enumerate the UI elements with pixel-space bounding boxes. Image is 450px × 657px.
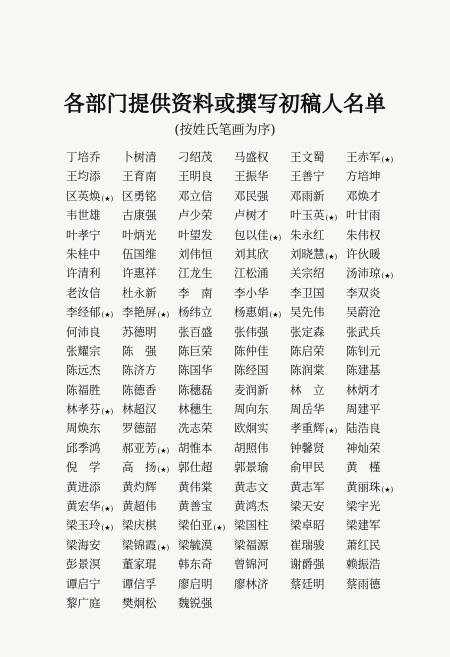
star-mark: (★)	[325, 252, 338, 261]
name-entry: 邓立信	[178, 188, 213, 203]
name-entry: 陈经国	[234, 363, 269, 378]
name-entry: 叶甘雨	[346, 208, 381, 223]
name-entry: 区勇铭	[122, 188, 157, 203]
name-entry: 梁天安	[290, 499, 325, 514]
name-entry: 陈国华	[178, 363, 213, 378]
name-entry: 郭仕超	[178, 460, 213, 475]
name-entry: 黄丽珠(★)	[346, 479, 394, 494]
name-entry: 陈德香	[122, 382, 157, 397]
name-entry: 张武兵	[346, 324, 381, 339]
star-mark: (★)	[101, 194, 114, 203]
star-mark: (★)	[213, 524, 226, 533]
name-entry: 黄鸿杰	[234, 499, 269, 514]
name-entry: 周建平	[346, 402, 381, 417]
name-entry: 陈建基	[346, 363, 381, 378]
name-entry: 倪 学	[66, 460, 101, 475]
name-entry: 魏锐强	[178, 595, 213, 610]
name-entry	[290, 594, 346, 613]
name-entry: 卜树清	[122, 150, 157, 164]
name-entry: 神灿荣	[346, 440, 381, 455]
name-entry: 张伟强	[234, 324, 269, 339]
name-entry: 黄伟棠	[178, 479, 213, 494]
name-entry: 廖启明	[178, 576, 213, 591]
name-entry: 叶望发	[178, 227, 213, 242]
name-entry: 林 立	[290, 382, 325, 397]
star-mark: (★)	[101, 524, 114, 533]
name-entry: 梁伯亚(★)	[178, 518, 226, 533]
name-entry: 罗德韶	[122, 421, 157, 436]
star-mark: (★)	[269, 311, 282, 320]
name-entry: 许惠祥	[122, 266, 157, 281]
name-entry: 张百盛	[178, 324, 213, 339]
name-entry: 谭信孚	[122, 576, 157, 591]
name-entry: 梁玉玲(★)	[66, 518, 114, 533]
name-entry: 黄超伟	[122, 499, 157, 514]
name-entry: 伍国维	[122, 246, 157, 261]
name-entry: 杨惠娟(★)	[234, 305, 282, 320]
star-mark: (★)	[157, 466, 170, 475]
name-entry: 黄进添	[66, 479, 101, 494]
name-entry: 陈巨荣	[178, 343, 213, 358]
name-entry: 邓焕才	[346, 188, 381, 203]
name-entry: 周岳华	[290, 402, 325, 417]
name-entry: 杨纬立	[178, 305, 213, 320]
star-mark: (★)	[381, 272, 394, 281]
name-entry: 黄善宝	[178, 499, 213, 514]
page-subtitle: (按姓氏笔画为序)	[174, 123, 276, 138]
name-entry: 陈钊元	[346, 343, 381, 358]
name-entry: 杜永新	[122, 285, 157, 300]
name-entry: 黄志文	[234, 479, 269, 494]
name-entry: 陈济方	[122, 363, 157, 378]
name-entry: 朱桂中	[66, 246, 101, 261]
name-entry: 王振华	[234, 169, 269, 184]
name-entry: 高 扬(★)	[122, 460, 170, 475]
name-entry: 梁毓漠	[178, 537, 213, 552]
name-entry: 陈远杰	[66, 363, 101, 378]
name-entry: 吴蔚沧	[346, 305, 381, 320]
name-entry: 叶炳光	[122, 227, 157, 242]
name-entry: 刘伟恒	[178, 246, 213, 261]
name-entry: 韩东奇	[178, 557, 213, 572]
name-entry: 郭景瑜	[234, 460, 269, 475]
name-entry: 梁卓昭	[290, 518, 325, 533]
star-mark: (★)	[101, 311, 114, 320]
name-entry: 周向东	[234, 402, 269, 417]
name-entry: 黄灼辉	[122, 479, 157, 494]
name-entry: 胡惟本	[178, 440, 213, 455]
name-entry: 梁国柱	[234, 518, 269, 533]
name-entry: 关宗绍	[290, 266, 325, 281]
name-entry: 王善宁	[290, 169, 325, 184]
name-entry: 王文蜀	[290, 150, 325, 164]
name-entry: 朱伟权	[346, 227, 381, 242]
name-list	[66, 148, 402, 613]
name-entry: 许伙暖	[346, 246, 381, 261]
name-entry: 蔡雨德	[346, 576, 381, 591]
name-entry: 王赤军(★)	[346, 150, 394, 164]
name-entry: 汤沛琼(★)	[346, 266, 394, 281]
name-entry: 张耀宗	[66, 343, 101, 358]
name-entry: 马盛权	[234, 150, 269, 164]
name-entry: 梁锦霞(★)	[122, 537, 170, 552]
name-entry: 孝重辉(★)	[290, 421, 338, 436]
name-entry: 古康强	[122, 208, 157, 223]
star-mark: (★)	[157, 446, 170, 455]
name-entry: 许清利	[66, 266, 101, 281]
name-entry: 朱永红	[290, 227, 325, 242]
name-entry: 欧炯实	[234, 421, 269, 436]
name-entry: 苏德明	[122, 324, 157, 339]
name-entry: 赖振浩	[346, 557, 381, 572]
name-entry: 梁庆棋	[122, 518, 157, 533]
name-entry: 陈仲佳	[234, 343, 269, 358]
name-entry: 卢树才	[234, 208, 269, 223]
name-entry: 李经郁(★)	[66, 305, 114, 320]
name-entry: 李卫国	[290, 285, 325, 300]
page-title: 各部门提供资料或撰写初稿人名单	[63, 92, 387, 116]
name-entry: 崔瑞骏	[290, 537, 325, 552]
name-entry: 陈 强	[122, 343, 157, 358]
star-mark: (★)	[381, 156, 394, 164]
name-entry: 邓民强	[234, 188, 269, 203]
name-entry: 江松涌	[234, 266, 269, 281]
name-entry: 韦世雄	[66, 208, 101, 223]
name-entry: 谢爵强	[290, 557, 325, 572]
name-entry: 王育南	[122, 169, 157, 184]
name-entry: 林孝芬(★)	[66, 402, 114, 417]
name-entry: 冼志荣	[178, 421, 213, 436]
name-entry: 林超汉	[122, 402, 157, 417]
name-entry: 林穗生	[178, 402, 213, 417]
name-entry: 何沛良	[66, 324, 101, 339]
name-entry: 钟馨贤	[290, 440, 325, 455]
name-entry: 黄 槿	[346, 460, 381, 475]
name-entry: 李艳屏(★)	[122, 305, 170, 320]
name-entry: 谭启宁	[66, 576, 101, 591]
name-entry: 吴先伟	[290, 305, 325, 320]
name-entry: 曾锦河	[234, 557, 269, 572]
name-entry: 邱季鸿	[66, 440, 101, 455]
name-entry: 刘晓慧(★)	[290, 246, 338, 261]
name-entry: 陆浩良	[346, 421, 381, 436]
name-entry: 俞甲民	[290, 460, 325, 475]
star-mark: (★)	[381, 485, 394, 494]
name-entry: 叶孝宁	[66, 227, 101, 242]
name-entry: 周焕东	[66, 421, 101, 436]
name-entry: 李 南	[178, 285, 213, 300]
name-entry: 董家琨	[122, 557, 157, 572]
name-entry: 陈穗磊	[178, 382, 213, 397]
name-entry	[346, 594, 402, 613]
star-mark: (★)	[101, 408, 114, 417]
name-entry: 丁培乔	[66, 150, 101, 164]
name-entry: 廖林济	[234, 576, 269, 591]
name-entry: 黄宏华(★)	[66, 499, 114, 514]
name-entry: 陈启荣	[290, 343, 325, 358]
star-mark: (★)	[157, 311, 170, 320]
name-entry: 萧红民	[346, 537, 381, 552]
star-mark: (★)	[325, 214, 338, 223]
name-entry: 林炳才	[346, 382, 381, 397]
star-mark: (★)	[157, 543, 170, 552]
name-entry: 邓雨新	[290, 188, 325, 203]
name-entry: 郝亚芳(★)	[122, 440, 170, 455]
name-entry: 区英焕(★)	[66, 188, 114, 203]
name-entry: 张定森	[290, 324, 325, 339]
name-entry: 方培坤	[346, 169, 381, 184]
name-entry: 黎广庭	[66, 595, 101, 610]
name-entry: 樊炯松	[122, 595, 157, 610]
name-entry: 王均添	[66, 169, 101, 184]
name-entry: 梁福源	[234, 537, 269, 552]
name-entry: 江龙生	[178, 266, 213, 281]
name-entry: 包以佳(★)	[234, 227, 282, 242]
name-entry: 梁建军	[346, 518, 381, 533]
name-entry: 梁海安	[66, 537, 101, 552]
name-entry	[234, 594, 290, 613]
name-entry: 麦润新	[234, 382, 269, 397]
name-entry: 老汝信	[66, 285, 101, 300]
name-entry: 李双炎	[346, 285, 381, 300]
name-entry: 刁绍茂	[178, 150, 213, 164]
name-entry: 李小华	[234, 285, 269, 300]
star-mark: (★)	[325, 427, 338, 436]
star-mark: (★)	[269, 233, 282, 242]
name-entry: 叶玉英(★)	[290, 208, 338, 223]
name-entry: 卢少荣	[178, 208, 213, 223]
name-entry: 黄志军	[290, 479, 325, 494]
name-entry: 蔡廷明	[290, 576, 325, 591]
name-entry: 陈福胜	[66, 382, 101, 397]
star-mark: (★)	[101, 505, 114, 514]
name-entry: 梁宇光	[346, 499, 381, 514]
name-entry: 刘其欣	[234, 246, 269, 261]
name-entry: 胡照伟	[234, 440, 269, 455]
name-entry: 陈润棠	[290, 363, 325, 378]
name-entry: 王明良	[178, 169, 213, 184]
name-entry: 彭景溟	[66, 557, 101, 572]
